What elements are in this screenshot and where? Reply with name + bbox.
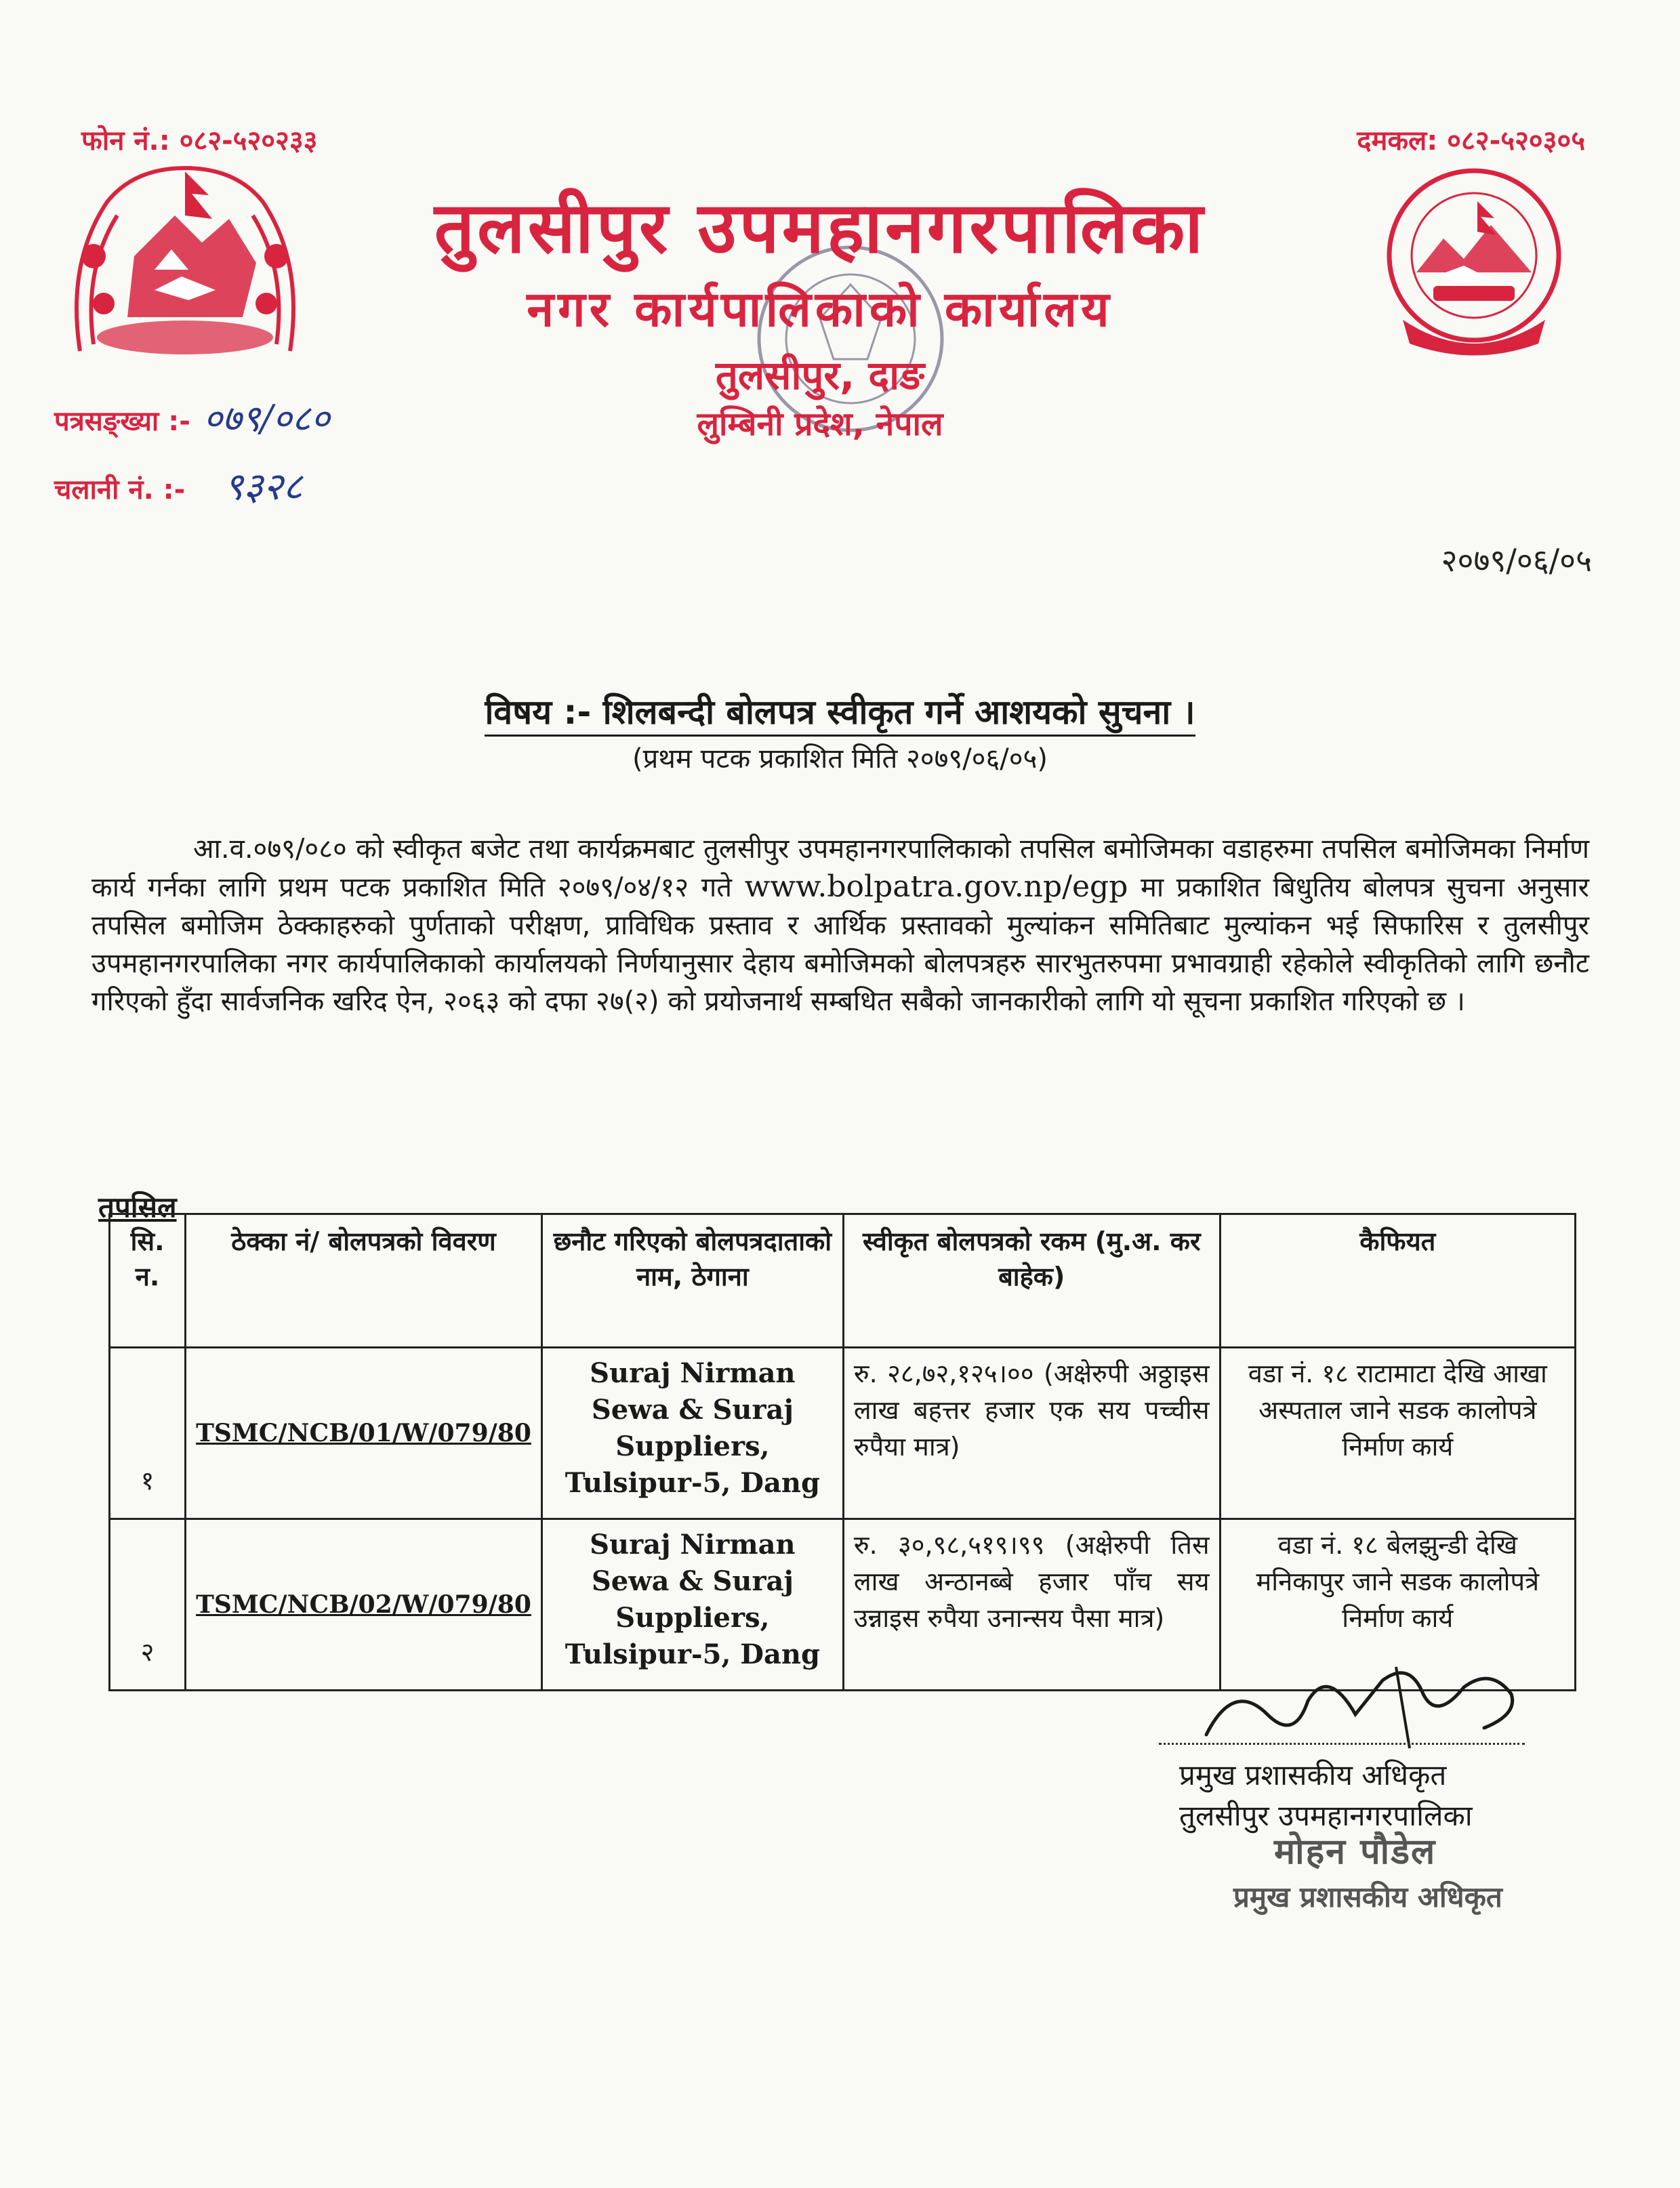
signatory-stamp-title: प्रमुख प्रशासकीय अधिकृत <box>1233 1880 1502 1914</box>
row-approved-amount: रु. ३०,९८,५१९।९९ (अक्षेरुपी तिस लाख अन्ठानब्बे हजार पाँच सय उन्नाइस रुपैया उनान्सय पैसा मात्र) <box>843 1519 1220 1691</box>
municipality-logo-icon <box>1376 164 1572 367</box>
reference-number-label: पत्रसङ्ख्या :- <box>54 406 190 437</box>
header-serial-number: सि. न. <box>110 1214 186 1348</box>
office-province: लुम्बिनी प्रदेश, नेपाल <box>697 405 943 443</box>
subject-text: विषय :- शिलबन्दी बोलपत्र स्वीकृत गर्ने आशयको सुचना । <box>485 693 1195 737</box>
signatory-stamp-name: मोहन पौडेल <box>1274 1832 1437 1872</box>
row-bidder-name: Suraj Nirman Sewa & Suraj Suppliers, Tulsipur-5, Dang <box>541 1348 843 1519</box>
notice-body-part2: मा प्रकाशित बिधुतिय बोलपत्र सुचना अनुसार तपसिल बमोजिम ठेक्काहरुको पुर्णताको परीक्षण, प्राविधिक प्रस्ताव र आर्थिक प्रस्तावको मुल्यांकन समितिबाट मुल्यांकन भई सिफारिस र तुलसीपुर उपमहानगरपालिका नगर कार्यपालिकाको कार्यालयको निर्णयानुसार देहाय बमोजिमको बोलपत्रहरु सारभुतरुपमा प्रभावग्राही रहेकोले स्वीकृतिको लागि छनौट गरिएको हुँदा सार्वजनिक खरिद ऐन, २०६३ को दफा २७(२) को प्रयोजनार्थ सम्बधित सबैको जानकारीको लागि यो सूचना प्रकाशित गरिएको छ । <box>91 872 1590 1017</box>
subject-line <box>0 688 1680 734</box>
office-city: तुलसीपुर, दाङ <box>715 352 925 398</box>
header-approved-amount: स्वीकृत बोलपत्रको रकम (मु.अ. कर बाहेक) <box>843 1214 1220 1348</box>
row-approved-amount: रु. २८,७२,१२५।०० (अक्षेरुपी अठ्ठाइस लाख बहत्तर हजार एक सय पच्चीस रुपैया मात्र) <box>843 1348 1220 1519</box>
notice-body <box>91 830 1589 1020</box>
table-row <box>110 1348 1576 1519</box>
signatory-organization: तुलसीपुर उपमहानगरपालिका <box>1179 1799 1473 1832</box>
header-contract-description: ठेक्का नं/ बोलपत्रको विवरण <box>186 1214 542 1348</box>
notice-body-part1: आ.व.०७९/०८० को स्वीकृत बजेट तथा कार्यक्रमबाट तुलसीपुर उपमहानगरपालिकाको तपसिल बमोजिमका वडाहरुमा तपसिल बमोजिमका निर्माण कार्य गर्नका लागि प्रथम पटक प्रकाशित मिति २०७९/०४/१२ गते <box>91 833 1589 903</box>
row-remarks: वडा नं. १८ बेलझुन्डी देखि मनिकापुर जाने सडक कालोपत्रे निर्माण कार्य <box>1220 1519 1575 1691</box>
signatory-title: प्रमुख प्रशासकीय अधिकृत <box>1179 1758 1447 1792</box>
row-remarks: वडा नं. १८ राटामाटा देखि आखा अस्पताल जाने सडक कालोपत्रे निर्माण कार्य <box>1220 1348 1575 1519</box>
bid-details-table <box>108 1213 1576 1691</box>
nepal-emblem-icon <box>53 154 317 371</box>
office-name: नगर कार्यपालिकाको कार्यालय <box>527 281 1113 337</box>
letter-date: २०७९/०६/०५ <box>1441 542 1592 579</box>
row-contract-number: TSMC/NCB/02/W/079/80 <box>186 1519 542 1691</box>
row-bidder-name: Suraj Nirman Sewa & Suraj Suppliers, Tulsipur-5, Dang <box>541 1519 843 1691</box>
header-remarks: कैफियत <box>1220 1214 1575 1348</box>
organization-name: तुलसीपुर उपमहानगरपालिका <box>434 186 1206 269</box>
row-contract-number: TSMC/NCB/01/W/079/80 <box>186 1348 542 1519</box>
dispatch-number-value: ९३२८ <box>224 465 303 509</box>
header-bidder-name: छनौट गरिएको बोलपत्रदाताको नाम, ठेगाना <box>541 1214 843 1348</box>
signature-line <box>1159 1743 1525 1745</box>
row-serial-number: १ <box>110 1348 186 1519</box>
details-title: तपसिल <box>98 1191 177 1224</box>
fire-brigade-number: दमकल: ०८२-५२०३०५ <box>1357 125 1585 157</box>
table-header-row <box>110 1214 1576 1348</box>
reference-number-value: ०७९/०८० <box>203 397 330 440</box>
row-serial-number: २ <box>110 1519 186 1691</box>
first-publication-date: (प्रथम पटक प्रकाशित मिति २०७९/०६/०५) <box>632 743 1048 775</box>
bolpatra-url: www.bolpatra.gov.np/egp <box>744 869 1128 904</box>
dispatch-number-label: चलानी नं. :- <box>54 474 186 505</box>
phone-number: फोन नं.: ०८२-५२०२३३ <box>81 125 318 157</box>
handwritten-signature <box>1193 1653 1532 1755</box>
